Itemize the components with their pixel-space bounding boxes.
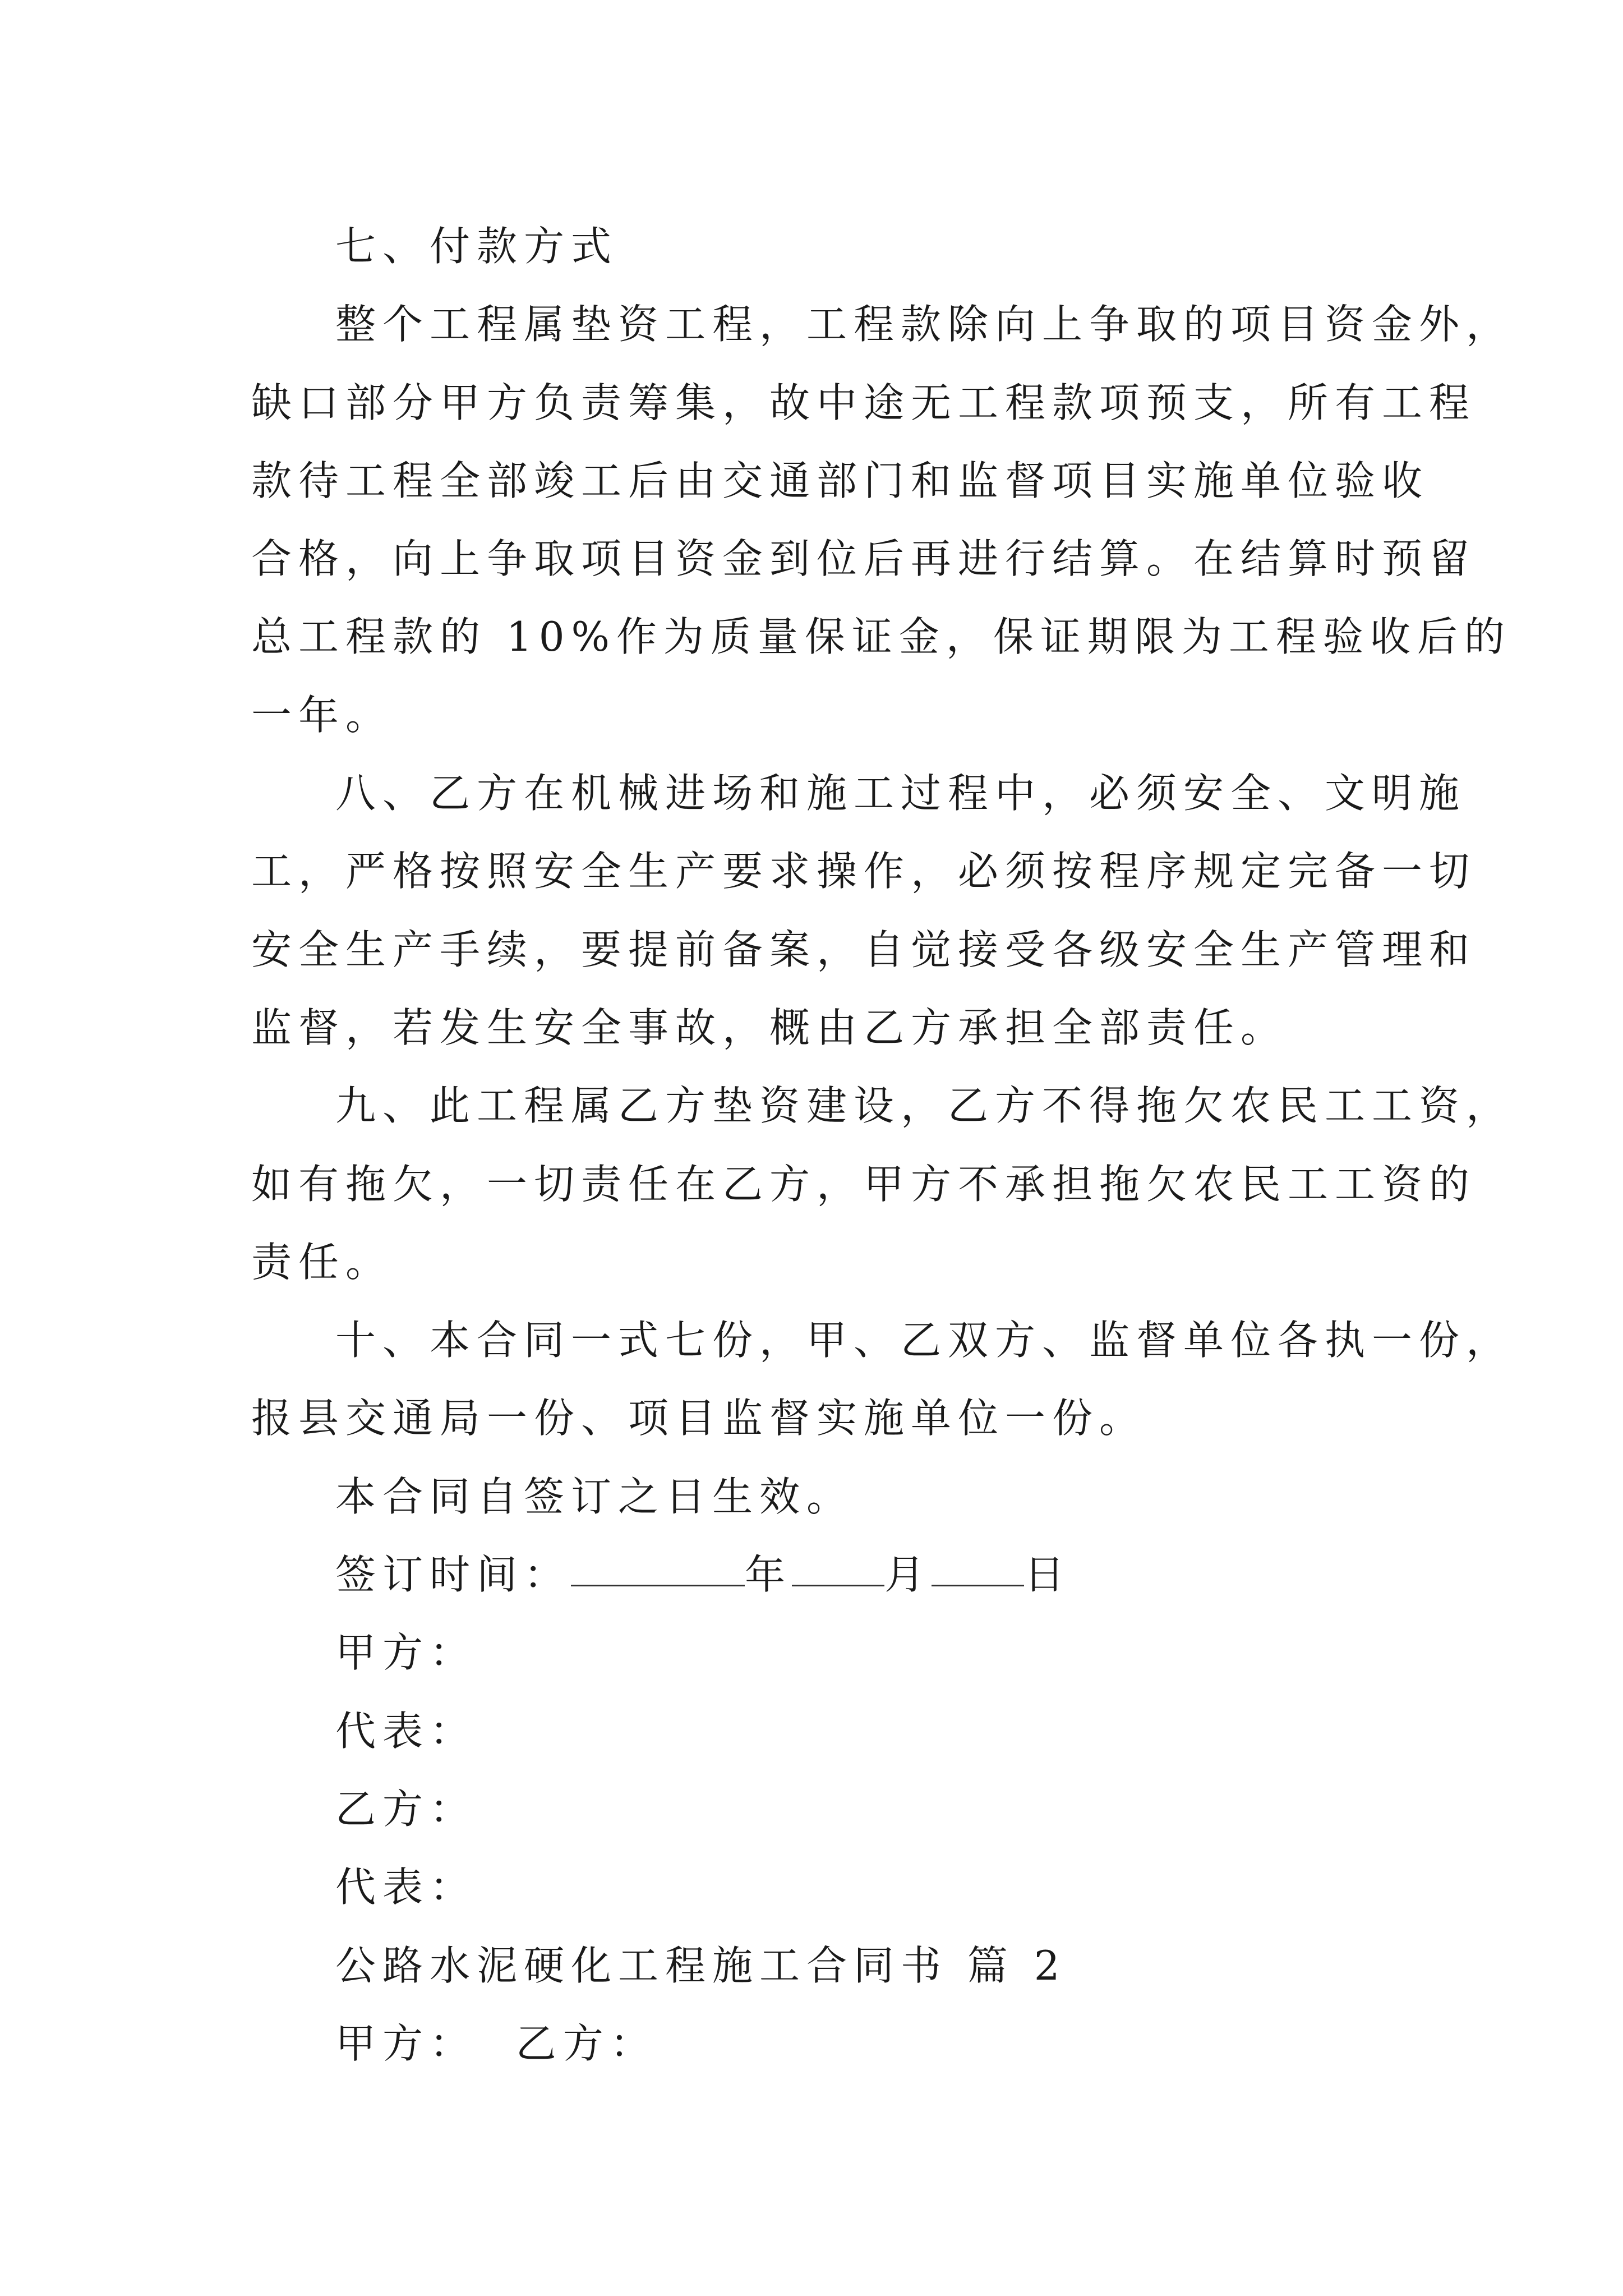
paragraph-line: 报县交通局一份、项目监督实施单位一份。	[251, 1395, 1147, 1442]
paragraph-line: 总工程款的 10%作为质量保证金，保证期限为工程验收后的	[251, 613, 1511, 661]
party-b-label: 乙方：	[335, 1785, 477, 1833]
paragraph-line: 合格，向上争取项目资金到位后再进行结算。在结算时预留	[251, 535, 1477, 583]
day-label: 日	[1024, 1551, 1072, 1599]
sign-date-label: 签订时间：	[335, 1551, 571, 1599]
day-blank	[932, 1545, 1024, 1586]
party-b-rep-label: 代表：	[335, 1864, 477, 1911]
party-a-label: 甲方：	[335, 1629, 477, 1677]
paragraph-line: 八、乙方在机械进场和施工过程中，必须安全、文明施	[335, 770, 1467, 817]
section-heading: 七、付款方式	[335, 223, 619, 270]
paragraph-line: 如有拖欠，一切责任在乙方，甲方不承担拖欠农民工工资的	[251, 1160, 1477, 1208]
paragraph-line: 款待工程全部竣工后由交通部门和监督项目实施单位验收	[251, 457, 1430, 504]
paragraph-line: 工，严格按照安全生产要求操作，必须按程序规定完备一切	[251, 848, 1477, 895]
sign-date-line	[251, 1536, 1390, 1614]
paragraph-line: 监督，若发生安全事故，概由乙方承担全部责任。	[251, 1004, 1288, 1051]
next-contract-parties: 甲方： 乙方：	[335, 2019, 657, 2067]
paragraph-line: 责任。	[251, 1238, 393, 1286]
paragraph-line: 九、此工程属乙方垫资建设，乙方不得拖欠农民工工资，	[335, 1082, 1514, 1130]
contract-text	[251, 208, 1514, 2083]
year-label: 年	[745, 1551, 792, 1599]
party-a-rep-label: 代表：	[335, 1707, 477, 1755]
paragraph-line: 整个工程属垫资工程，工程款除向上争取的项目资金外，	[335, 301, 1514, 348]
paragraph-line: 缺口部分甲方负责筹集，故中途无工程款项预支，所有工程	[251, 379, 1477, 426]
month-blank	[792, 1545, 884, 1586]
next-contract-title: 公路水泥硬化工程施工合同书 篇 2	[335, 1941, 1067, 1989]
paragraph-line: 十、本合同一式七份，甲、乙双方、监督单位各执一份，	[335, 1317, 1514, 1364]
paragraph-line: 一年。	[251, 691, 393, 739]
paragraph-line: 安全生产手续，要提前备案，自觉接受各级安全生产管理和	[251, 926, 1477, 973]
month-label: 月	[884, 1551, 932, 1599]
effective-clause: 本合同自签订之日生效。	[335, 1473, 854, 1520]
year-blank	[571, 1545, 745, 1586]
